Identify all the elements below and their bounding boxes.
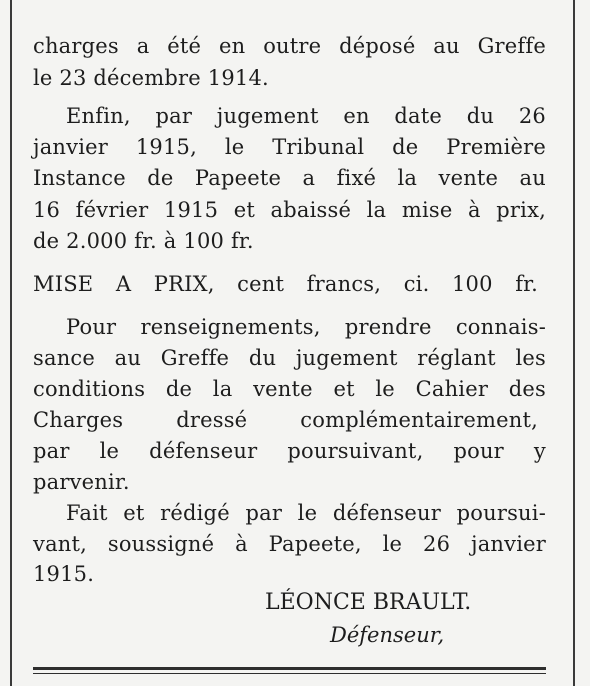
text-line-7: de 2.000 fr. à 100 fr. <box>33 229 254 253</box>
text-line-16: vant, soussigné à Papeete, le 26 janvier <box>33 532 546 556</box>
signature-title: Défenseur, <box>330 623 445 647</box>
text-line-2: le 23 décembre 1914. <box>33 66 269 90</box>
text-line-17: 1915. <box>33 562 95 586</box>
text-line-10: sance au Greffe du jugement réglant les <box>33 346 546 370</box>
text-line-3: Enfin, par jugement en date du 26 <box>66 104 546 128</box>
text-line-14: parvenir. <box>33 470 130 494</box>
text-line-4: janvier 1915, le Tribunal de Première <box>33 135 546 159</box>
text-line-11: conditions de la vente et le Cahier des <box>33 377 546 401</box>
text-line-6: 16 février 1915 et abaissé la mise à prix, <box>33 198 546 222</box>
text-line-12: Charges dressé complémentairement, <box>33 408 538 432</box>
text-line-5: Instance de Papeete a fixé la vente au <box>33 166 546 190</box>
text-line-15: Fait et rédigé par le défenseur poursui- <box>66 501 546 525</box>
text-line-13: par le défenseur poursuivant, pour y <box>33 439 546 463</box>
bottom-rule-thick <box>33 667 546 670</box>
price-line: MISE A PRIX, cent francs, ci. 100 fr. <box>33 272 538 296</box>
signature-name: LÉONCE BRAULT. <box>265 590 472 615</box>
bottom-rule-thin <box>33 673 546 674</box>
text-line-9: Pour renseignements, prendre connais- <box>66 315 546 339</box>
right-column-rule <box>573 0 575 686</box>
text-line-1: charges a été en outre déposé au Greffe <box>33 34 546 58</box>
left-column-rule <box>10 0 12 686</box>
